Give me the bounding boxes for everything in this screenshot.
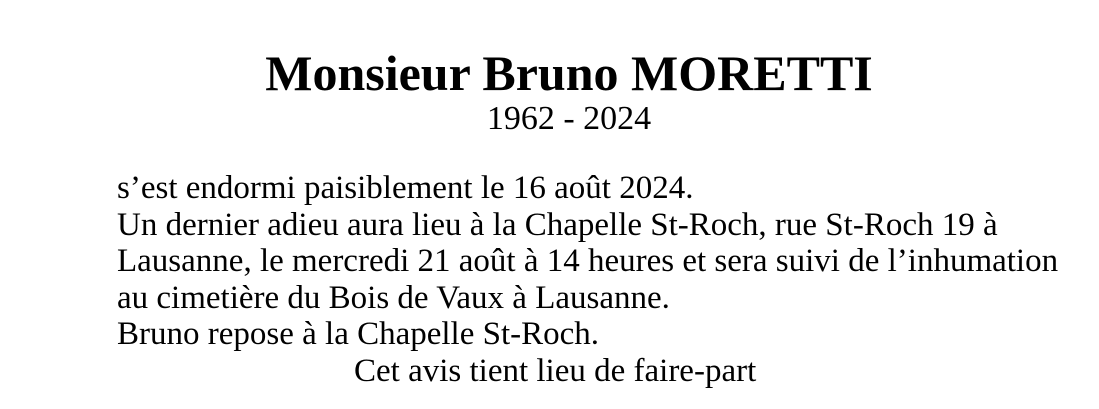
notice-line-repose: Bruno repose à la Chapelle St-Roch. xyxy=(117,316,600,353)
notice-line-farewell-1: Un dernier adieu aura lieu à la Chapelle St-Roch, rue St-Roch 19 à xyxy=(117,206,998,243)
notice-line-cemetery: au cimetière du Bois de Vaux à Lausanne. xyxy=(117,279,670,316)
closing-statement: Cet avis tient lieu de faire-part xyxy=(354,352,757,389)
notice-line-farewell-2: Lausanne, le mercredi 21 août à 14 heures et sera suivi de l’inhumation xyxy=(117,243,1059,280)
life-years: 1962 - 2024 xyxy=(486,100,652,137)
notice-header xyxy=(0,45,1099,137)
notice-body xyxy=(117,170,1059,390)
deceased-name-title: Monsieur Bruno MORETTI xyxy=(265,45,873,101)
notice-line-death-date: s’est endormi paisiblement le 16 août 2024. xyxy=(117,170,694,206)
